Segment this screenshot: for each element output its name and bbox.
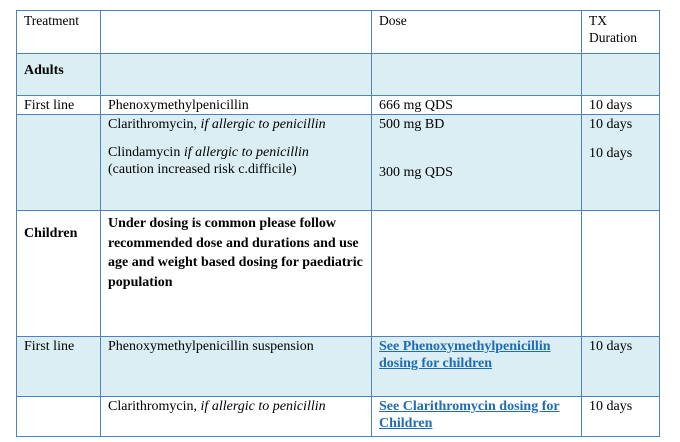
- adults-section-label: Adults: [17, 54, 101, 96]
- children-clarithromycin-qualifier: if allergic to penicillin: [200, 399, 326, 414]
- treatment-table: [16, 10, 660, 437]
- clarithromycin-dose: 500 mg BD: [379, 117, 445, 132]
- adults-alt-drugs-cell: [101, 115, 372, 211]
- adults-first-line-dose: 666 mg QDS: [372, 96, 582, 115]
- header-row: [17, 11, 660, 54]
- clarithromycin-duration: 10 days: [589, 117, 633, 132]
- adults-alt-empty-label: [17, 115, 101, 211]
- header-treatment: Treatment: [17, 11, 101, 54]
- clindamycin-drug-name: Clindamycin: [108, 145, 181, 160]
- children-section-row: [17, 211, 660, 337]
- children-first-line-duration: 10 days: [582, 337, 660, 397]
- header-dose: Dose: [372, 11, 582, 54]
- children-dosing-note: Under dosing is common please follow recommended dose and durations and use age and weight based dosing for paediatric population: [108, 216, 363, 290]
- clarithromycin-qualifier: if allergic to penicillin: [200, 117, 326, 132]
- adults-alt-durations-cell: [582, 115, 660, 211]
- clindamycin-dose: 300 mg QDS: [379, 165, 453, 180]
- children-alt-dose-cell: [372, 397, 582, 437]
- children-section-label: Children: [17, 211, 101, 337]
- children-first-line-label: First line: [17, 337, 101, 397]
- clarithromycin-drug-name: Clarithromycin,: [108, 117, 198, 132]
- table-row: [17, 115, 660, 211]
- clindamycin-qualifier: if allergic to penicillin: [183, 145, 309, 160]
- children-first-line-dose-cell: [372, 337, 582, 397]
- children-alt-empty-label: [17, 397, 101, 437]
- adults-section-empty-dose: [372, 54, 582, 96]
- adults-section-empty-drug: [101, 54, 372, 96]
- header-duration: TX Duration: [582, 11, 660, 54]
- table-row: [17, 337, 660, 397]
- clindamycin-caution: (caution increased risk c.difficile): [108, 162, 297, 177]
- adults-first-line-label: First line: [17, 96, 101, 115]
- children-alt-duration: 10 days: [582, 397, 660, 437]
- table-row: [17, 397, 660, 437]
- children-clarithromycin-drug-name: Clarithromycin,: [108, 399, 198, 414]
- table-row: [17, 96, 660, 115]
- children-alt-drug-cell: [101, 397, 372, 437]
- children-dosing-note-cell: [101, 211, 372, 337]
- adults-first-line-drug: Phenoxymethylpenicillin: [101, 96, 372, 115]
- children-section-empty-duration: [582, 211, 660, 337]
- adults-first-line-duration: 10 days: [582, 96, 660, 115]
- adults-alt-doses-cell: [372, 115, 582, 211]
- adults-section-empty-duration: [582, 54, 660, 96]
- children-first-line-drug: Phenoxymethylpenicillin suspension: [101, 337, 372, 397]
- header-drug: [101, 11, 372, 54]
- clindamycin-duration: 10 days: [589, 146, 633, 161]
- children-section-empty-dose: [372, 211, 582, 337]
- phenoxymethylpenicillin-dosing-link[interactable]: See Phenoxymethylpenicillin dosing for children: [379, 339, 551, 371]
- adults-section-row: [17, 54, 660, 96]
- clarithromycin-dosing-link[interactable]: See Clarithromycin dosing for Children: [379, 399, 560, 431]
